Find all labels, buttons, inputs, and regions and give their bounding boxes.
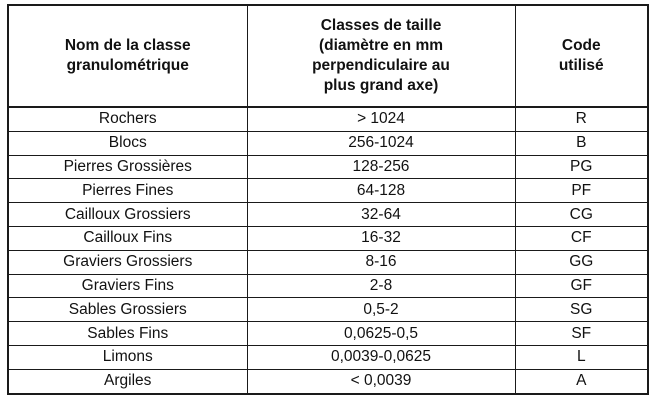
code-cell: CG [515,203,648,227]
class-name-cell: Rochers [8,107,247,131]
class-name-cell: Sables Grossiers [8,298,247,322]
size-range-cell: 64-128 [247,179,515,203]
class-name-cell: Blocs [8,131,247,155]
code-cell: SF [515,322,648,346]
table-body [8,107,648,394]
table-row [8,250,648,274]
code-cell: PF [515,179,648,203]
table-header [8,5,648,107]
code-cell: SG [515,298,648,322]
code-cell: GF [515,274,648,298]
class-name-cell: Cailloux Fins [8,226,247,250]
size-range-cell: > 1024 [247,107,515,131]
table-row [8,203,648,227]
code-cell: PG [515,155,648,179]
header-class-name: Nom de la classe granulométrique [8,5,247,107]
size-range-cell: 128-256 [247,155,515,179]
size-range-cell: < 0,0039 [247,369,515,393]
code-cell: A [515,369,648,393]
class-name-cell: Pierres Fines [8,179,247,203]
size-range-cell: 16-32 [247,226,515,250]
size-range-cell: 32-64 [247,203,515,227]
class-name-cell: Graviers Grossiers [8,250,247,274]
class-name-cell: Cailloux Grossiers [8,203,247,227]
table-row [8,345,648,369]
header-row [8,5,648,107]
size-range-cell: 0,5-2 [247,298,515,322]
class-name-cell: Limons [8,345,247,369]
code-cell: L [515,345,648,369]
code-cell: B [515,131,648,155]
size-range-cell: 8-16 [247,250,515,274]
table-row [8,107,648,131]
table-row [8,274,648,298]
size-range-cell: 2-8 [247,274,515,298]
table-row [8,298,648,322]
table-row [8,369,648,393]
table-row [8,131,648,155]
code-cell: GG [515,250,648,274]
code-cell: CF [515,226,648,250]
table-row [8,179,648,203]
class-name-cell: Pierres Grossières [8,155,247,179]
table-row [8,322,648,346]
header-size-class: Classes de taille (diamètre en mm perpendiculaire au plus grand axe) [247,5,515,107]
grain-size-table [7,4,649,395]
code-cell: R [515,107,648,131]
class-name-cell: Sables Fins [8,322,247,346]
table-row [8,226,648,250]
class-name-cell: Argiles [8,369,247,393]
size-range-cell: 0,0039-0,0625 [247,345,515,369]
header-code: Code utilisé [515,5,648,107]
size-range-cell: 0,0625-0,5 [247,322,515,346]
size-range-cell: 256-1024 [247,131,515,155]
class-name-cell: Graviers Fins [8,274,247,298]
table-row [8,155,648,179]
